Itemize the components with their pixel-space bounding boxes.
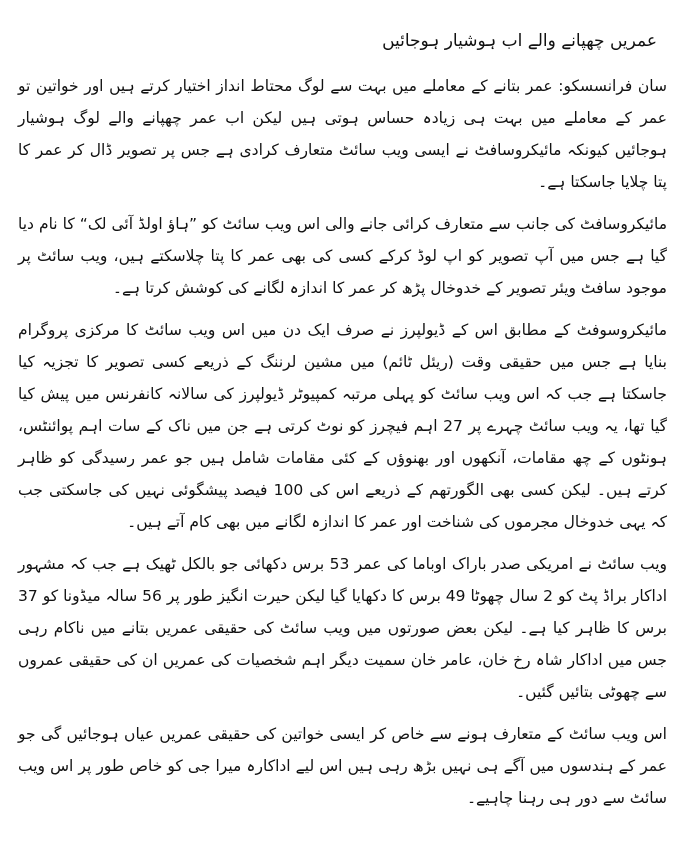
- article-title: عمریں چھپانے والے اب ہوشیار ہوجائیں: [382, 31, 657, 51]
- article-paragraph-2: مائیکروسافٹ کی جانب سے متعارف کرائی جانے والی اس ویب سائٹ کو ”ہاؤ اولڈ آئی لک“ کا نام دیا گیا ہے جس میں آپ تصویر کو اپ لوڈ کرکے کسی کی بھی عمر کا پتا چلاسکتے ہیں، ویب سائٹ پر موجود سافٹ ویئر تصویر کے خدوخال پڑھ کر عمر کا اندازہ لگانے کی کوشش کرتا ہے۔: [18, 215, 667, 297]
- article-paragraph-4: ویب سائٹ نے امریکی صدر باراک اوباما کی عمر 53 برس دکھائی جو بالکل ٹھیک ہے جب کہ مشہور اداکار براڈ پٹ کو 2 سال چھوٹا 49 برس کا دکھایا گیا لیکن حیرت انگیز طور پر 56 سالہ میڈونا کو 37 برس کا ظاہر کیا ہے۔ لیکن بعض صورتوں میں ویب سائٹ کی حقیقی عمریں بتانے میں ناکام رہی جس میں اداکار شاہ رخ خان، عامر خان سمیت دیگر اہم شخصیات کی عمریں ان کی حقیقی عمروں سے چھوٹی بتائیں گئیں۔: [18, 555, 668, 701]
- article-paragraph-1: سان فرانسسکو: عمر بتانے کے معاملے میں بہت سے لوگ محتاط انداز اختیار کرتے ہیں اور خواتین تو عمر کے معاملے میں بہت ہی زیادہ حساس ہوتی ہیں لیکن اب عمر چھپانے والے لوگ ہوشیار ہوجائیں کیونکہ مائیکروسافٹ نے ایسی ویب سائٹ متعارف کرادی ہے جس پر تصویر ڈال کر عمر کا پتا چلایا جاسکتا ہے۔: [18, 77, 667, 191]
- article-paragraph-5: اس ویب سائٹ کے متعارف ہونے سے خاص کر ایسی خواتین کی حقیقی عمریں عیاں ہوجائیں گی جو عمر کے ہندسوں میں آگے ہی نہیں بڑھ رہی ہیں اس لیے اداکارہ میرا جی کو خاص طور پر اس ویب سائٹ سے دور ہی رہنا چاہیے۔: [18, 725, 667, 807]
- article-paragraph-3: مائیکروسوفٹ کے مطابق اس کے ڈیولپرز نے صرف ایک دن میں اس ویب سائٹ کا مرکزی پروگرام بنایا ہے جس میں حقیقی وقت (ریئل ٹائم) میں مشین لرننگ کے ذریعے کسی تصویر کا تجزیہ کیا جاسکتا ہے جب کہ اس ویب سائٹ کو پہلی مرتبہ کمپیوٹر ڈیولپرز کی سالانہ کانفرنس میں پیش کیا گیا تھا، یہ ویب سائٹ چہرے پر 27 اہم فیچرز کو نوٹ کرتی ہے جن میں ناک کے سات اہم پوائنٹس، ہونٹوں کے چھ مقامات، آنکھوں اور بھنوؤں کے کئی مقامات شامل ہیں جو عمر رسیدگی کو ظاہر کرتے ہیں۔ لیکن کسی بھی الگورتھم کے ذریعے اس کی 100 فیصد پیشگوئی نہیں کی جاسکتی جب کہ یہی خدوخال مجرموں کی شناخت اور عمر کا اندازہ لگانے میں بھی کام آتے ہیں۔: [18, 321, 668, 531]
